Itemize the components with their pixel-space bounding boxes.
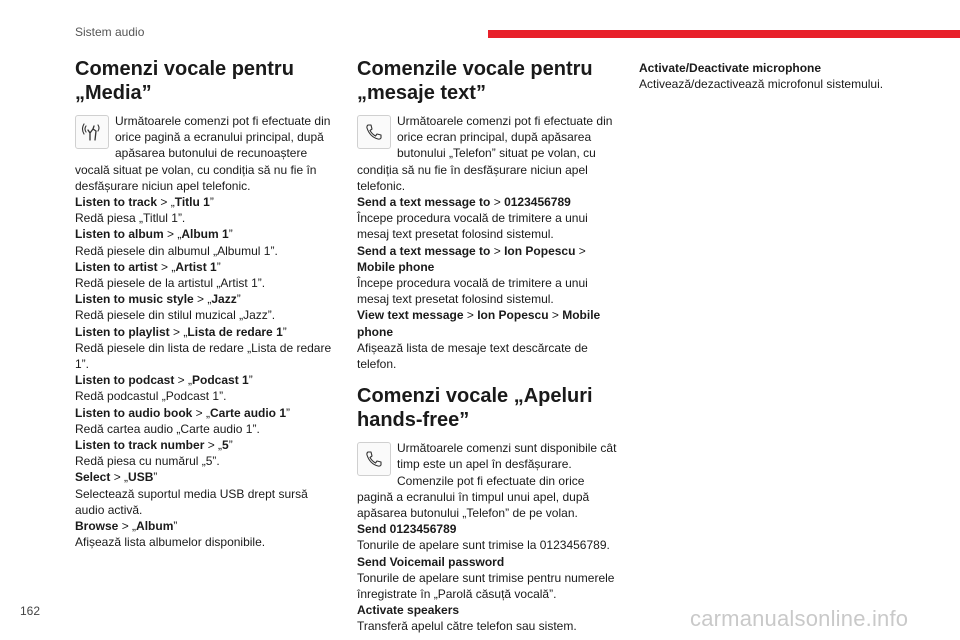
command-separator: > (575, 243, 586, 258)
command-quote-end: ” (248, 373, 253, 388)
command-line (75, 518, 337, 534)
command-name: Browse (75, 519, 119, 534)
column-microphone (639, 60, 901, 92)
calls-intro (357, 440, 619, 521)
command-quote-end: ” (173, 519, 178, 534)
command-line (357, 243, 619, 275)
command-name: Send Voicemail password (357, 554, 505, 569)
command-description: Redă podcastul „Podcast 1”. (75, 389, 227, 404)
command-description: Redă piesele din albumul „Albumul 1”. (75, 243, 278, 258)
command-separator: > „ (163, 227, 182, 242)
command-name: Activate speakers (357, 603, 460, 618)
command-name: Listen to music style (75, 292, 194, 307)
command-name: Listen to artist (75, 259, 158, 274)
command-argument: Podcast 1 (192, 373, 249, 388)
command-description: Redă piesa „Titlul 1”. (75, 211, 186, 226)
media-command-list (75, 194, 337, 550)
command-quote-end: ” (209, 195, 214, 210)
command-name: Send 0123456789 (357, 522, 457, 537)
command-name: Select (75, 470, 111, 485)
command-name: Listen to track number (75, 438, 205, 453)
microphone-description: Activează/dezactivează microfonul sistemului. (639, 77, 884, 92)
command-description: Redă cartea audio „Carte audio 1”. (75, 421, 260, 436)
command-description: Tonurile de apelare sunt trimise la 0123456789. (357, 538, 610, 553)
command-line (75, 194, 337, 210)
command-separator: > „ (192, 405, 210, 420)
command-part: Send a text message to (357, 195, 491, 210)
phone-handset-icon (357, 442, 391, 476)
command-separator: > „ (157, 259, 176, 274)
command-argument: Lista de redare 1 (187, 324, 283, 339)
command-quote-end: ” (228, 227, 233, 242)
section-heading-calls: Comenzi vocale „Apeluri hands-free” (357, 385, 593, 432)
command-description: Începe procedura vocală de trimitere a unui mesaj text presetat folosind sistemul. (357, 211, 588, 242)
command-part: 0123456789 (504, 195, 571, 210)
command-part: View text message (357, 308, 464, 323)
command-quote-end: ” (282, 324, 287, 339)
column-sms-calls (357, 57, 619, 635)
voice-command-hand-icon (75, 115, 109, 149)
media-intro-text: Următoarele comenzi pot fi efectuate din orice pagină a ecranului principal, după apăsarea butonului de recunoaștere vocală situat pe volan, cu condiția să nu fie în desfășurare niciun apel telefonic. (75, 114, 331, 193)
command-argument: Carte audio 1 (210, 405, 287, 420)
phone-handset-icon (357, 115, 391, 149)
command-part: Ion Popescu (477, 308, 549, 323)
command-separator: > (490, 243, 505, 258)
command-part: Send a text message to (357, 243, 491, 258)
command-description: Afișează lista de mesaje text descărcate de telefon. (357, 340, 588, 372)
command-separator: > (548, 308, 563, 323)
command-line (75, 259, 337, 275)
command-description: Redă piesele de la artistul „Artist 1”. (75, 276, 266, 291)
command-description: Redă piesele din lista de redare „Lista de redare 1”. (75, 340, 332, 372)
command-part: Mobile phone (357, 259, 435, 274)
column-media (75, 57, 337, 550)
command-argument: Jazz (211, 292, 237, 307)
command-separator: > (463, 308, 478, 323)
page-number: 162 (20, 604, 41, 618)
running-header: Sistem audio (75, 25, 145, 39)
media-intro (75, 113, 337, 194)
command-separator: > „ (118, 519, 137, 534)
watermark: carmanualsonline.info (690, 606, 909, 631)
command-name: Listen to album (75, 227, 164, 242)
command-description: Începe procedura vocală de trimitere a unui mesaj text presetat folosind sistemul. (357, 276, 588, 307)
command-line (357, 194, 619, 210)
command-argument: 5 (222, 438, 229, 453)
microphone-command: Activate/Deactivate microphone (639, 61, 822, 75)
command-separator: > „ (169, 324, 188, 339)
command-line (75, 469, 337, 485)
command-separator: > „ (193, 292, 212, 307)
command-line (75, 405, 337, 421)
command-description: Selectează suportul media USB drept sursă audio activă. (75, 486, 308, 517)
command-argument: USB (128, 470, 154, 485)
section-heading-sms: Comenzile vocale pentru „mesaje text” (357, 58, 593, 104)
command-separator: > „ (204, 438, 223, 453)
command-line (75, 437, 337, 453)
calls-intro-text: Următoarele comenzi sunt disponibile cât timp este un apel în desfășurare. Comenzile pot fi efectuate din orice pagină a ecranului în timpul unui apel, după apăsarea butonului „Telefon” de pe volan. (357, 441, 617, 521)
command-line (75, 324, 337, 340)
command-line (357, 554, 619, 570)
command-separator: > „ (174, 373, 193, 388)
sms-command-list (357, 194, 619, 372)
command-part: Ion Popescu (504, 243, 576, 258)
command-quote-end: ” (236, 292, 241, 307)
command-line (75, 372, 337, 388)
command-line (357, 602, 619, 618)
command-name: Listen to audio book (75, 405, 193, 420)
command-argument: Titlu 1 (174, 195, 210, 210)
command-argument: Artist 1 (175, 259, 217, 274)
section-heading-media: Comenzi vocale pentru „Media” (75, 58, 294, 104)
command-argument: Album (136, 519, 174, 534)
command-quote-end: ” (153, 470, 158, 485)
command-description: Afișează lista albumelor disponibile. (75, 535, 266, 550)
command-description: Redă piesa cu numărul „5”. (75, 454, 220, 469)
sms-intro (357, 113, 619, 194)
command-separator: > (490, 195, 505, 210)
command-argument: Album 1 (181, 227, 229, 242)
command-description: Redă piesele din stilul muzical „Jazz”. (75, 308, 276, 323)
command-quote-end: ” (228, 438, 233, 453)
command-part: Mobile phone (357, 308, 601, 339)
command-line (357, 521, 619, 537)
command-name: Listen to podcast (75, 373, 175, 388)
command-separator: > „ (110, 470, 129, 485)
accent-bar (488, 30, 960, 38)
command-line (357, 307, 619, 339)
command-description: Tonurile de apelare sunt trimise pentru numerele înregistrate în „Parolă căsuță vocală”. (357, 570, 615, 602)
command-line (75, 226, 337, 242)
command-quote-end: ” (286, 405, 291, 420)
calls-command-list (357, 521, 619, 634)
sms-intro-text: Următoarele comenzi pot fi efectuate din orice ecran principal, după apăsarea butonului „Telefon” situat pe volan, cu condiția să nu fie în desfășurare niciun apel telefonic. (357, 114, 613, 193)
command-quote-end: ” (216, 259, 221, 274)
command-separator: > „ (157, 195, 175, 210)
command-name: Listen to playlist (75, 324, 170, 339)
command-line (75, 291, 337, 307)
command-description: Transferă apelul către telefon sau sistem. (357, 619, 577, 634)
command-name: Listen to track (75, 195, 158, 210)
